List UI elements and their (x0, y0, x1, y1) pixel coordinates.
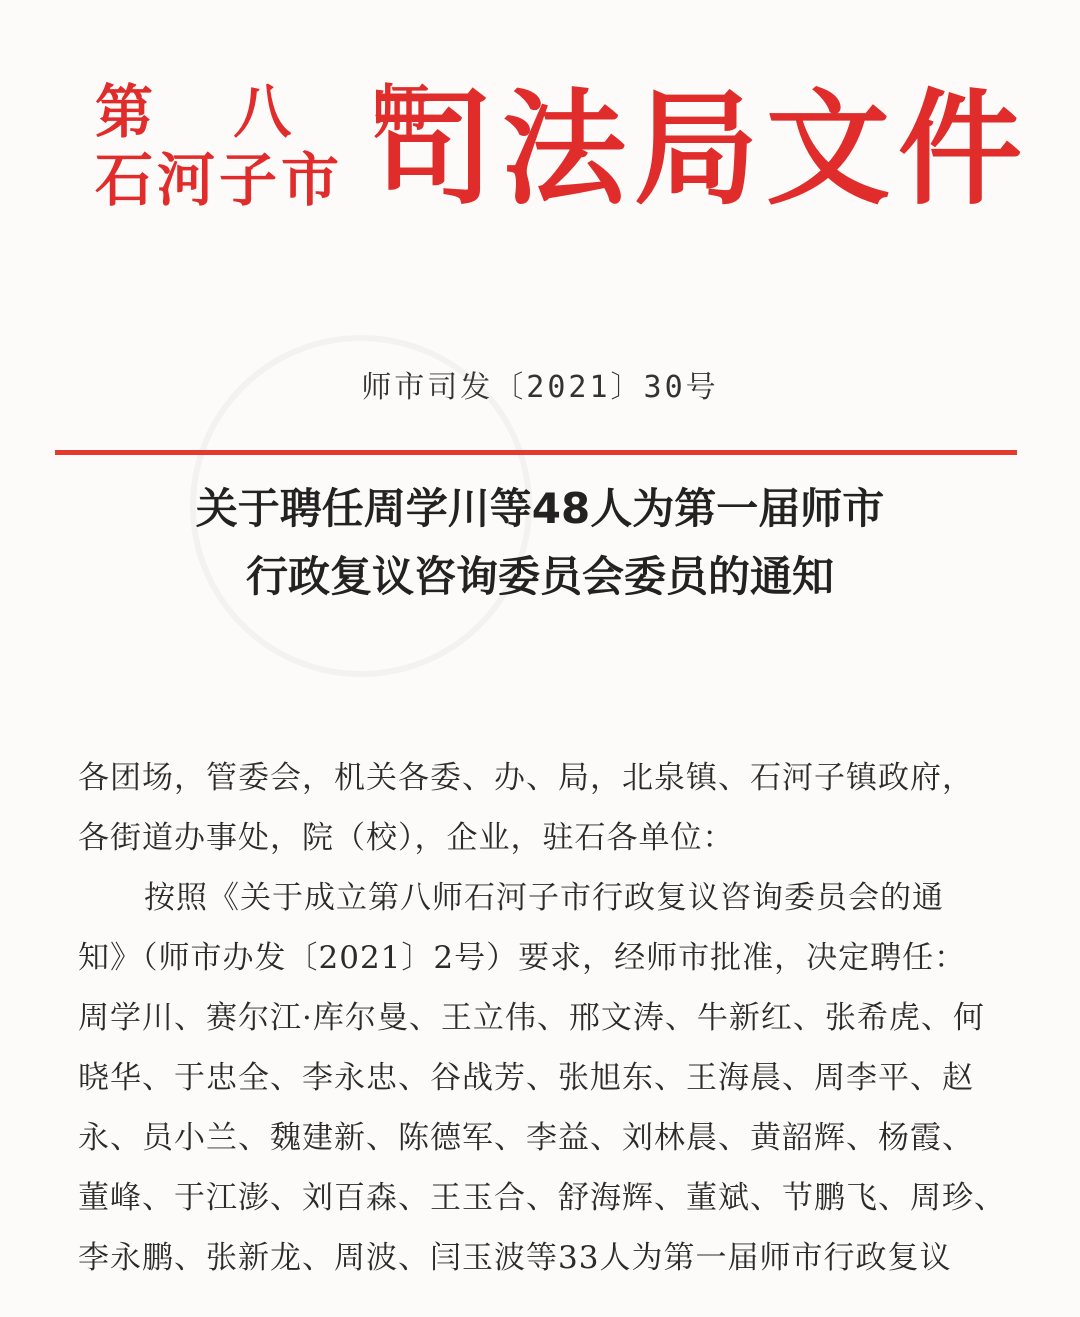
document-title (0, 475, 1080, 611)
body-line: 李永鹏、张新龙、周波、闫玉波等33人为第一届师市行政复议 (78, 1240, 952, 1276)
issuer-line-2: 石河子市 (95, 146, 344, 214)
body-line: 周学川、赛尔江·库尔曼、王立伟、邢文涛、牛新红、张希虎、何 (78, 1000, 985, 1036)
body-line: 知》（师市办发〔2021〕2号）要求，经师市批准，决定聘任： (78, 940, 967, 976)
red-divider (55, 450, 1017, 455)
document-type-heading: 司法局文件 (370, 77, 1031, 222)
issuer-name (95, 78, 460, 214)
body-line: 按照《关于成立第八师石河子市行政复议咨询委员会的通 (144, 880, 944, 916)
body-line: 各团场，管委会，机关各委、办、局，北泉镇、石河子镇政府， (78, 760, 974, 796)
document-body (78, 748, 1023, 1288)
body-line: 永、员小兰、魏建新、陈德军、李益、刘林晨、黄韶辉、杨霞、 (78, 1120, 974, 1156)
title-line-2: 行政复议咨询委员会委员的通知 (245, 552, 834, 601)
document-number: 师市司发〔2021〕30号 (361, 370, 719, 405)
title-line-1: 关于聘任周学川等48人为第一届师市 (195, 484, 885, 533)
body-line: 董峰、于江澎、刘百森、王玉合、舒海辉、董斌、节鹏飞、周珍、 (78, 1180, 1006, 1216)
body-line: 各街道办事处，院（校），企业，驻石各单位： (78, 820, 735, 856)
issuer-line-1: 第 八 师 (95, 78, 460, 146)
body-line: 晓华、于忠全、李永忠、谷战芳、张旭东、王海晨、周李平、赵 (78, 1060, 974, 1096)
